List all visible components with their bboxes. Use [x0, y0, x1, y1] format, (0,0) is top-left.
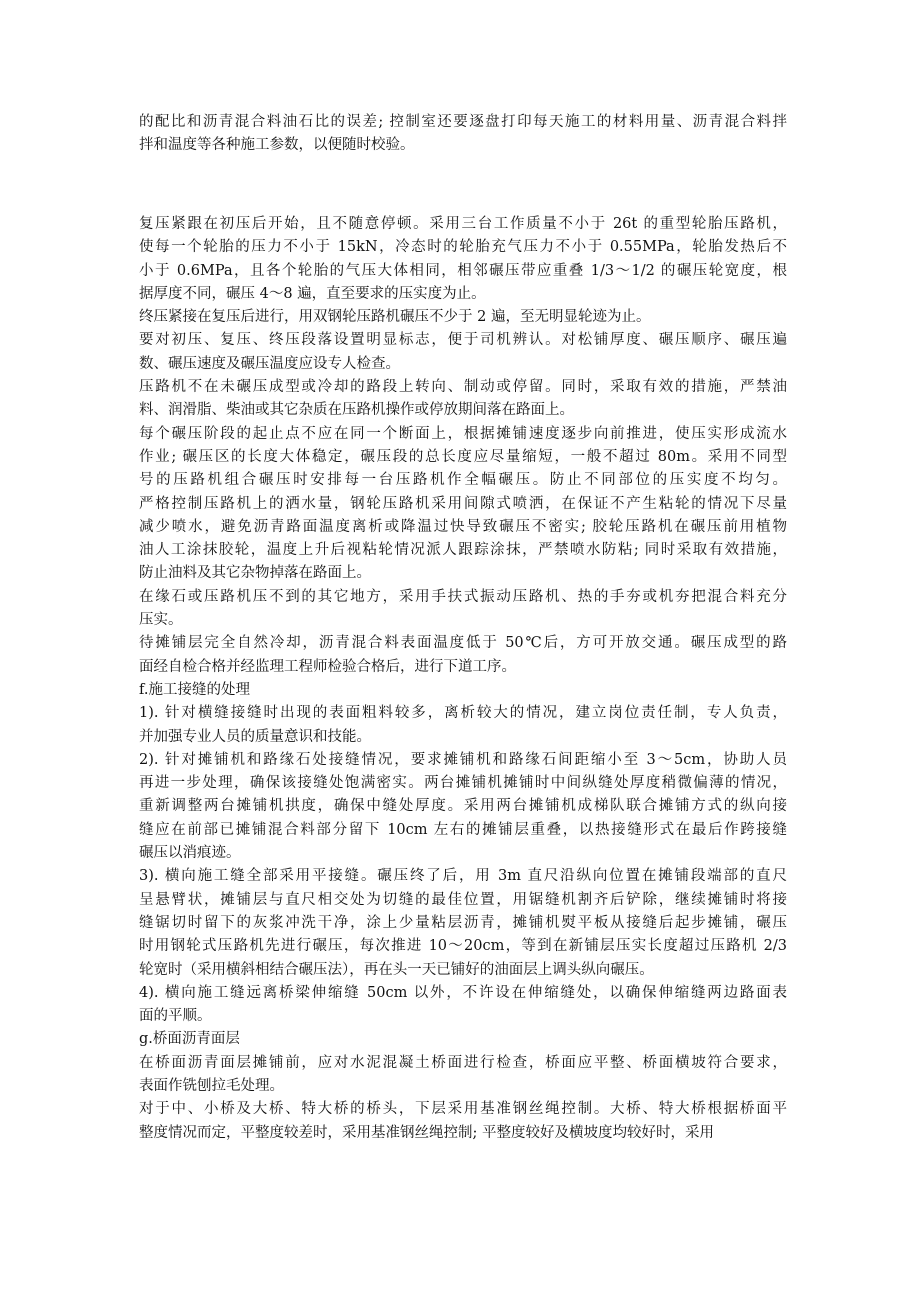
text-line: 再进一步处理，确保该接缝处饱满密实。两台摊铺机摊铺时中间纵缝处厚度稍微偏薄的情况， — [139, 775, 787, 792]
text-line: 小于 0.6MPa，且各个轮胎的气压大体相同，相邻碾压带应重叠 1/3～1/2 的碾压轮宽度，根 — [139, 262, 787, 279]
text-line: 面的平顺。 — [139, 1008, 212, 1025]
text-line: 油人工涂抹胶轮，温度上升后视粘轮情况派人跟踪涂抹，严禁喷水防粘; 同时采取有效措施， — [139, 542, 787, 559]
text-line: 压路机不在未碾压成型或冷却的路段上转向、制动或停留。同时，采取有效的措施，严禁油 — [139, 379, 787, 396]
text-line: 整度情况而定，平整度较差时，采用基准钢丝绳控制; 平整度较好及横坡度均较好时，采用 — [139, 1124, 714, 1141]
text-line: 据厚度不同，碾压 4～8 遍，直至要求的压实度为止。 — [139, 285, 486, 302]
text-line: 碾压以消痕迹。 — [139, 845, 241, 862]
text-line: 并加强专业人员的质量意识和技能。 — [139, 728, 371, 745]
text-line: 数、碾压速度及碾压温度应设专人检查。 — [139, 355, 400, 372]
text-line: 压实。 — [139, 612, 183, 629]
text-line: 缝锯切时留下的灰浆冲洗干净，涂上少量粘层沥青，摊铺机熨平板从接缝后起步摊铺，碾压 — [139, 914, 787, 931]
text-line: 作业; 碾压区的长度大体稳定，碾压段的总长度应尽量缩短，一般不超过 80m。采用不同型 — [139, 448, 787, 465]
text-line: 时用钢轮式压路机先进行碾压，每次推进 10～20cm，等到在新铺层压实长度超过压路机 2/3 — [139, 938, 787, 955]
text-line: 防止油料及其它杂物掉落在路面上。 — [139, 565, 371, 582]
text-line: 复压紧跟在初压后开始，且不随意停顿。采用三台工作质量不小于 26t 的重型轮胎压路机， — [139, 216, 787, 232]
text-line: 2). 针对摊铺机和路缘石处接缝情况，要求摊铺机和路缘石间距缩小至 3～5cm，协助人员 — [139, 751, 787, 768]
text-line: 待摊铺层完全自然冷却，沥青混合料表面温度低于 50℃后，方可开放交通。碾压成型的路 — [139, 635, 787, 652]
main-body-text — [139, 213, 787, 1145]
text-line: 对于中、小桥及大桥、特大桥的桥头，下层采用基准钢丝绳控制。大桥、特大桥根据桥面平 — [139, 1101, 787, 1118]
text-line: 在桥面沥青面层摊铺前，应对水泥混凝土桥面进行检查，桥面应平整、桥面横坡符合要求， — [139, 1054, 787, 1071]
text-line: 4). 横向施工缝远离桥梁伸缩缝 50cm 以外，不许设在伸缩缝处，以确保伸缩缝两边路面表 — [139, 984, 787, 1001]
text-line: 号的压路机组合碾压时安排每一台压路机作全幅碾压。防止不同部位的压实度不均匀。 — [139, 472, 787, 489]
text-line: 严格控制压路机上的洒水量，钢轮压路机采用间隙式喷洒，在保证不产生粘轮的情况下尽量 — [139, 495, 787, 512]
text-line: 每个碾压阶段的起止点不应在同一个断面上，根据摊铺速度逐步向前推进，使压实形成流水 — [139, 425, 787, 442]
text-line: 呈悬臂状，摊铺层与直尺相交处为切缝的最佳位置，用锯缝机割齐后铲除，继续摊铺时将接 — [139, 891, 787, 908]
text-line: 3). 横向施工缝全部采用平接缝。碾压终了后，用 3m 直尺沿纵向位置在摊铺段端部的直尺 — [139, 868, 787, 885]
top-paragraph — [139, 111, 787, 158]
text-line: 要对初压、复压、终压段落设置明显标志，便于司机辨认。对松铺厚度、碾压顺序、碾压遍 — [139, 332, 787, 349]
text-line: 重新调整两台摊铺机拱度，确保中缝处厚度。采用两台摊铺机成梯队联合摊铺方式的纵向接 — [139, 798, 787, 815]
text-line: 轮宽时（采用横斜相结合碾压法），再在头一天已铺好的油面层上调头纵向碾压。 — [139, 961, 654, 978]
text-line: 使每一个轮胎的压力不小于 15kN，冷态时的轮胎充气压力不小于 0.55MPa，轮胎发热后不 — [139, 239, 787, 256]
text-line: f.施工接缝的处理 — [139, 681, 250, 698]
text-line: 表面作铣刨拉毛处理。 — [139, 1077, 284, 1094]
text-line: 拌和温度等各种施工参数，以便随时校验。 — [139, 137, 415, 154]
text-line: 在缘石或压路机压不到的其它地方，采用手扶式振动压路机、热的手夯或机夯把混合料充分 — [139, 588, 787, 605]
text-line: 减少喷水，避免沥青路面温度离析或降温过快导致碾压不密实; 胶轮压路机在碾压前用植物 — [139, 518, 787, 535]
text-line: 的配比和沥青混合料油石比的误差; 控制室还要逐盘打印每天施工的材料用量、沥青混合料拌 — [139, 114, 787, 130]
text-line: 1). 针对横缝接缝时出现的表面粗料较多，离析较大的情况，建立岗位责任制，专人负责， — [139, 705, 787, 722]
text-line: 缝应在前部已摊铺混合料部分留下 10cm 左右的摊铺层重叠，以热接缝形式在最后作跨接缝 — [139, 821, 787, 838]
text-line: g.桥面沥青面层 — [139, 1031, 240, 1048]
text-line: 终压紧接在复压后进行，用双钢轮压路机碾压不少于 2 遍，至无明显轮迹为止。 — [139, 309, 651, 326]
text-line: 面经自检合格并经监理工程师检验合格后，进行下道工序。 — [139, 658, 516, 675]
text-line: 料、润滑脂、柴油或其它杂质在压路机操作或停放期间落在路面上。 — [139, 402, 574, 419]
